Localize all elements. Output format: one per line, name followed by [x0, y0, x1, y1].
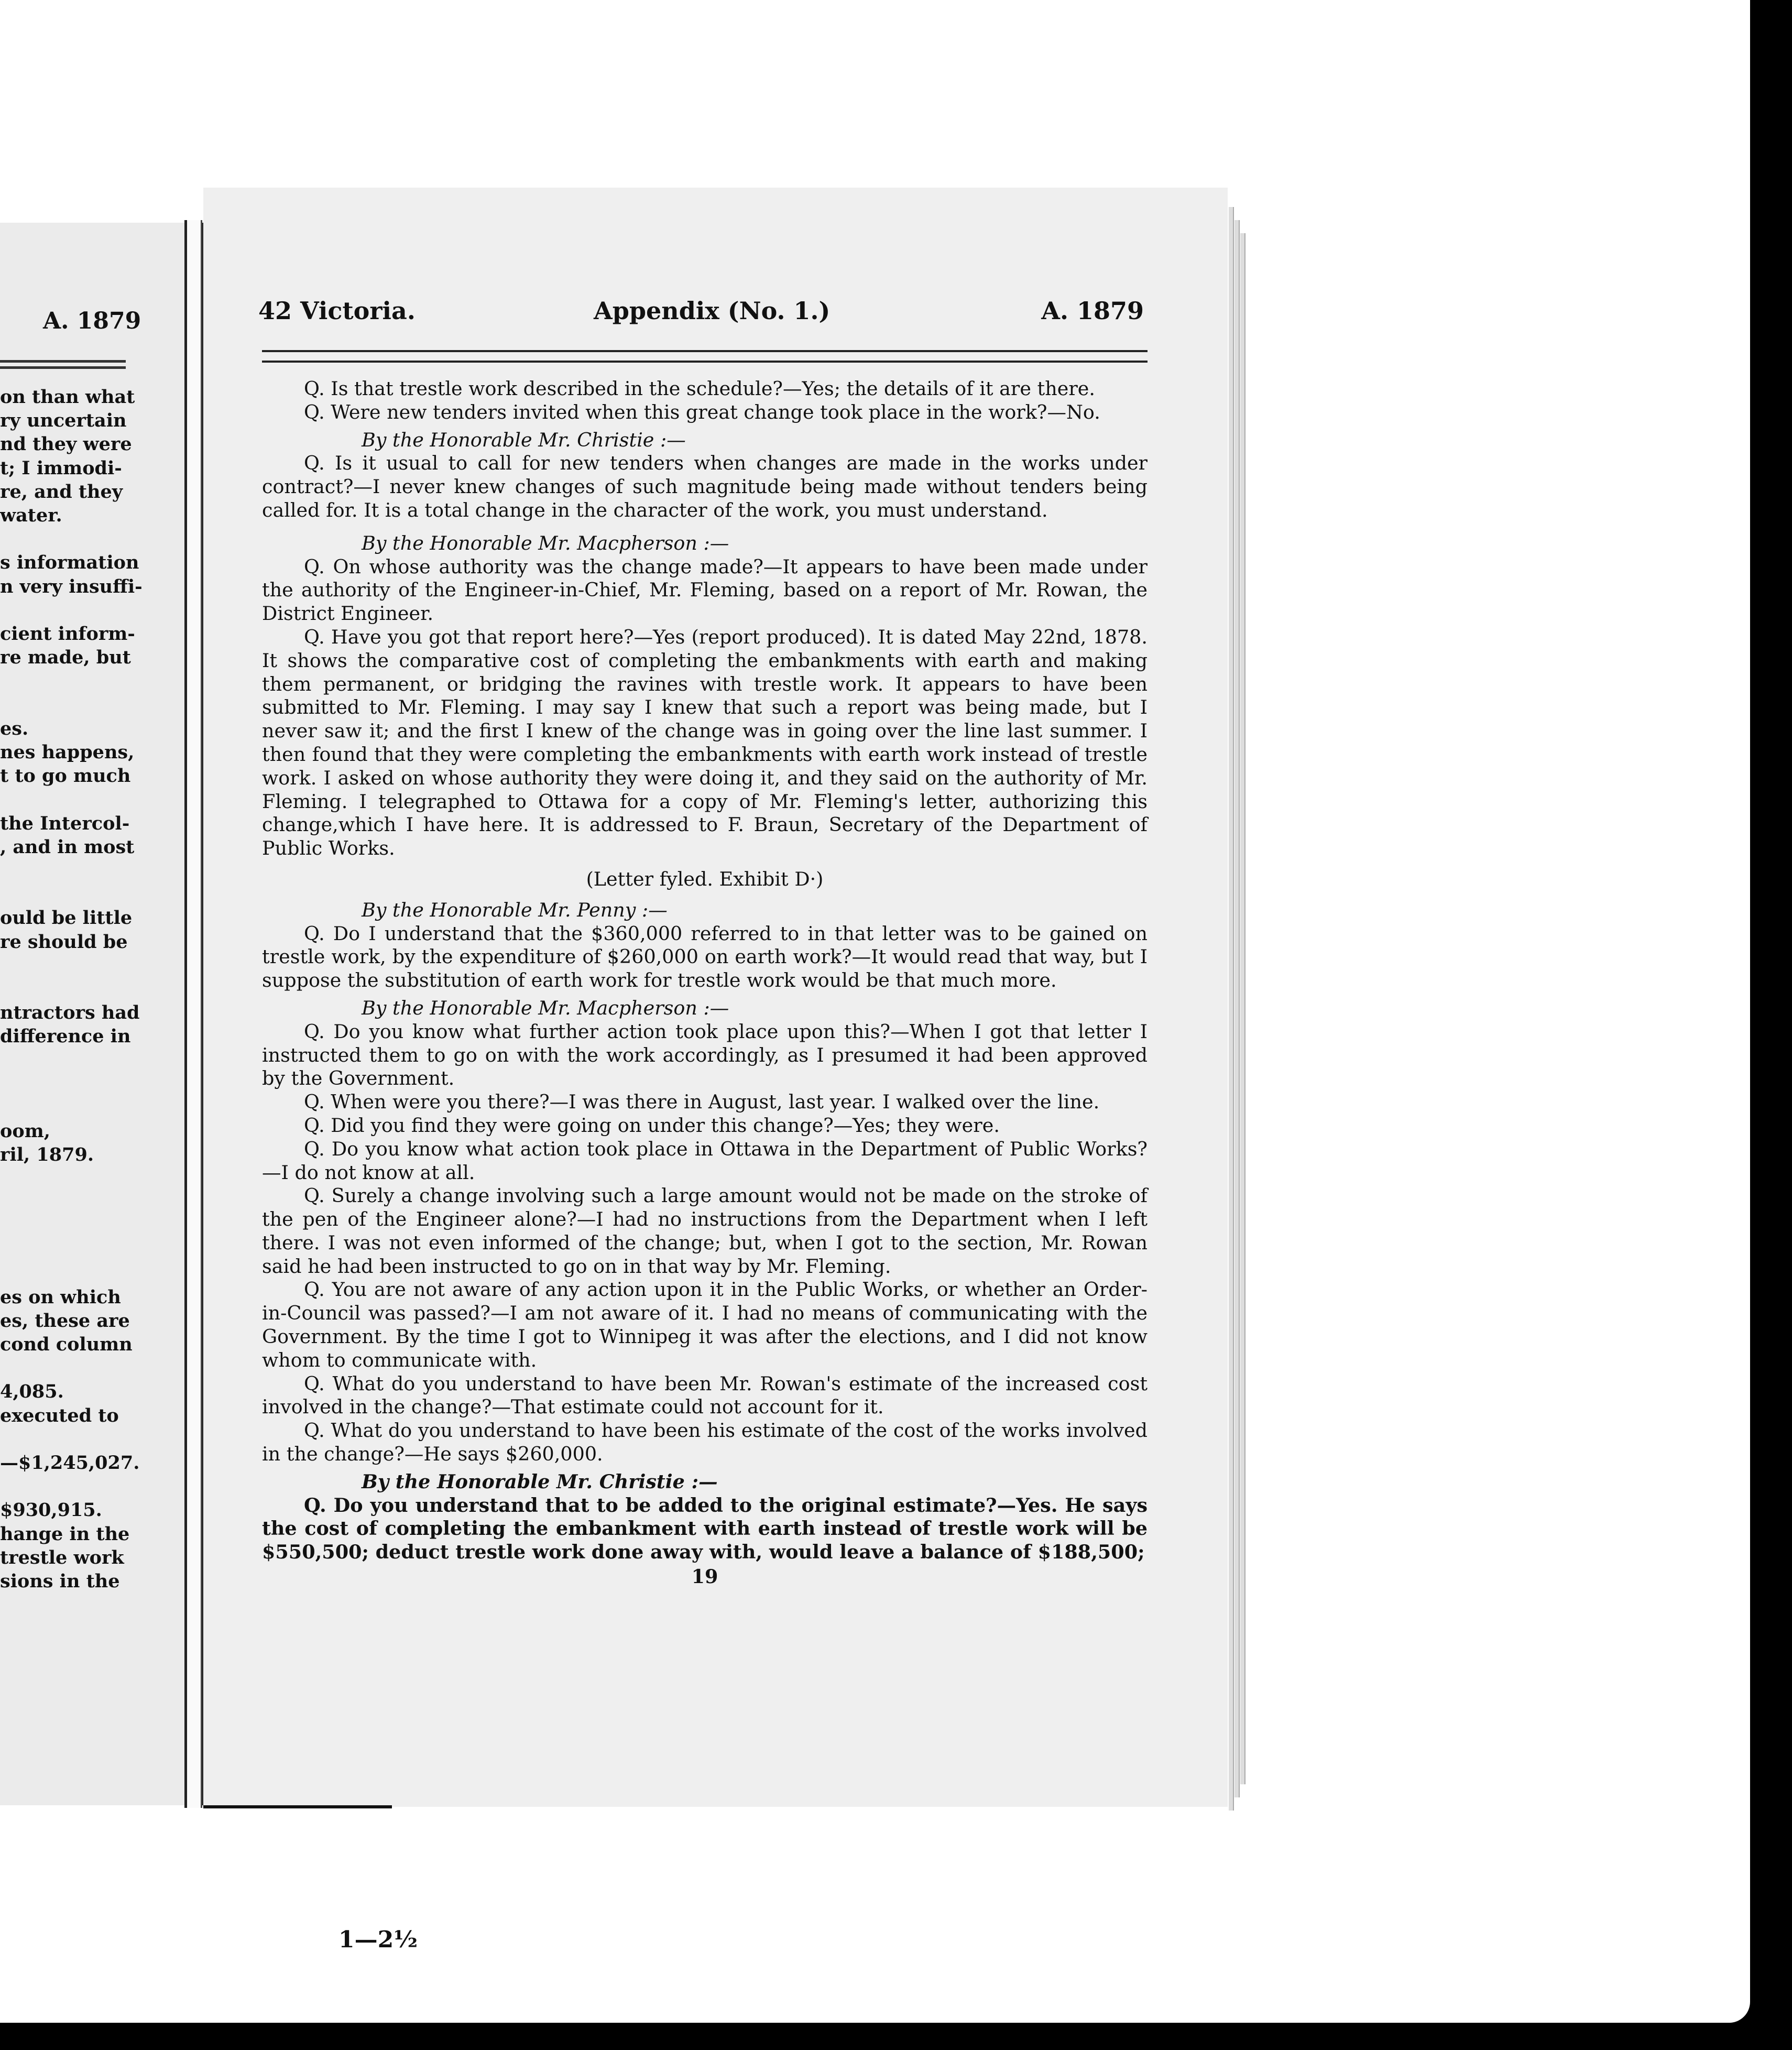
left-text-fragment: es on which	[0, 1286, 121, 1308]
header-year: A. 1879	[1041, 297, 1144, 325]
left-text-fragment: cond column	[0, 1334, 133, 1355]
page-header	[258, 297, 1144, 328]
question-paragraph: Q. What do you understand to have been his estimate of the cost of the works involved in the change?—He says $260,000.	[262, 1419, 1148, 1466]
speaker-heading: By the Honorable Mr. Christie :—	[362, 428, 686, 451]
left-text-fragment: ntractors had	[0, 1002, 140, 1024]
question-paragraph: Q. Have you got that report here?—Yes (report produced). It is dated May 22nd, 1878. It shows the comparative cost of completing the embankments with earth and making them permanent, or bridging the ravines with trestle work. It appears to have been submitted to Mr. Fleming. I may say I knew that such a report was being made, but I never saw it; and the first I knew of the change was in going over the line last summer. I then found that they were completing the embankments with earth work instead of trestle work. I asked on whose authority they were doing it, and they said on the authority of Mr. Fleming. I telegraphed to Ottawa for a copy of Mr. Fleming's letter, authorizing this change,which I have here. It is addressed to F. Braun, Secretary of the Department of Public Works.	[262, 625, 1148, 860]
signature-mark: 1—2½	[338, 1926, 418, 1953]
speaker-heading: By the Honorable Mr. Penny :—	[362, 898, 668, 921]
left-text-fragment: water.	[0, 505, 62, 526]
question-paragraph: Q. On whose authority was the change made?—It appears to have been made under the authority of the Engineer-in-Chief, Mr. Fleming, based on a report of Mr. Rowan, the District Engineer.	[262, 555, 1148, 625]
left-text-fragment: nes happens,	[0, 742, 135, 763]
left-rule-top	[0, 360, 126, 363]
left-text-fragment: ould be little	[0, 907, 133, 929]
question-paragraph: Q. Did you find they were going on under this change?—Yes; they were.	[304, 1114, 1000, 1137]
question-paragraph: Q. Is that trestle work described in the schedule?—Yes; the details of it are there.	[304, 377, 1095, 400]
left-text-fragment: es, these are	[0, 1310, 130, 1332]
book-spine	[184, 220, 202, 1808]
left-text-fragment: ry uncertain	[0, 410, 127, 432]
left-text-fragment: cient inform-	[0, 623, 135, 645]
left-page-year: A. 1879	[43, 308, 141, 334]
question-paragraph: Q. Do you know what action took place in Ottawa in the Department of Public Works?—I do not know at all.	[262, 1137, 1148, 1184]
left-text-fragment: t; I immodi-	[0, 457, 122, 479]
main-page	[203, 188, 1228, 1953]
left-text-fragment: the Intercol-	[0, 812, 130, 834]
left-text-fragment: nd they were	[0, 433, 132, 455]
speaker-heading: By the Honorable Mr. Macpherson :—	[362, 531, 729, 554]
right-border	[1753, 0, 1792, 2050]
left-text-fragment: difference in	[0, 1026, 131, 1048]
question-paragraph: Q. Do you know what further action took place upon this?—When I got that letter I instructed them to go on with the work accordingly, as I presumed it had been approved by the Government.	[262, 1020, 1148, 1090]
header-appendix: Appendix (No. 1.)	[594, 297, 831, 325]
header-double-rule	[262, 350, 1148, 363]
left-rule-bottom	[0, 366, 126, 369]
left-text-fragment: executed to	[0, 1404, 119, 1426]
question-paragraph: Q. Is it usual to call for new tenders when changes are made in the works under contract?—I never knew changes of such magnitude being made without tenders being called for. It is a total change in the character of the work, you must understand.	[262, 452, 1148, 521]
question-paragraph: Q. When were you there?—I was there in August, last year. I walked over the line.	[304, 1091, 1100, 1114]
footer-rule	[203, 1805, 392, 1808]
left-text-fragment: re, and they	[0, 481, 123, 503]
left-text-fragment: oom,	[0, 1120, 50, 1142]
speaker-heading: By the Honorable Mr. Christie :—	[362, 1470, 718, 1493]
speaker-heading: By the Honorable Mr. Macpherson :—	[362, 996, 729, 1019]
left-text-fragment: on than what	[0, 386, 135, 408]
question-paragraph: Q. What do you understand to have been Mr. Rowan's estimate of the increased cost involved in the change?—That estimate could not account for it.	[262, 1372, 1148, 1419]
left-text-fragment: n very insuffi-	[0, 575, 143, 597]
left-text-fragment: ril, 1879.	[0, 1144, 94, 1166]
bottom-border	[0, 2023, 1792, 2050]
question-paragraph: Q. Surely a change involving such a large amount would not be made on the stroke of the pen of the Engineer alone?—I had no instructions from the Department when I left there. I was not even informed of the change; but, when I got to the section, Mr. Rowan said he had been instructed to go on in that way by Mr. Fleming.	[262, 1184, 1148, 1278]
left-text-fragment: trestle work	[0, 1546, 124, 1568]
question-paragraph: Q. You are not aware of any action upon it in the Public Works, or whether an Order-in-Council was passed?—I am not aware of it. I had no means of communicating with the Government. By the time I got to Winnipeg it was after the elections, and I did not know whom to communicate with.	[262, 1278, 1148, 1371]
left-text-fragment: es.	[0, 717, 29, 739]
left-text-fragment: s information	[0, 552, 139, 574]
left-text-fragment: 4,085.	[0, 1381, 64, 1403]
page-number: 19	[691, 1565, 718, 1588]
left-text-fragment: , and in most	[0, 836, 135, 858]
left-facing-page	[0, 223, 205, 1805]
left-text-fragment: re should be	[0, 931, 128, 953]
page-stack-edge	[1229, 207, 1234, 1811]
question-paragraph: Q. Do I understand that the $360,000 referred to in that letter was to be gained on trestle work, by the expenditure of $260,000 on earth work?—It would read that way, but I suppose the substitution of earth work for trestle work would be that much more.	[262, 922, 1148, 992]
header-session: 42 Victoria.	[258, 297, 416, 325]
question-paragraph: Q. Were new tenders invited when this great change took place in the work?—No.	[304, 400, 1100, 423]
left-text-fragment: $930,915.	[0, 1499, 102, 1521]
question-paragraph: Q. Do you understand that to be added to the original estimate?—Yes. He says the cost of completing the embankment with earth instead of trestle work will be $550,500; deduct trestle work done away with, would leave a balance of $188,500;	[262, 1493, 1148, 1564]
left-text-fragment: hange in the	[0, 1523, 130, 1545]
left-text-fragment: t to go much	[0, 765, 131, 787]
left-text-fragment: re made, but	[0, 647, 131, 669]
left-text-fragment: —$1,245,027.	[0, 1452, 140, 1474]
page-stack-edge	[1240, 233, 1245, 1784]
testimony-body	[262, 377, 1148, 1589]
exhibit-note: (Letter fyled. Exhibit D·)	[586, 867, 824, 890]
left-text-fragment: sions in the	[0, 1571, 120, 1592]
page-stack-edge	[1234, 220, 1240, 1797]
